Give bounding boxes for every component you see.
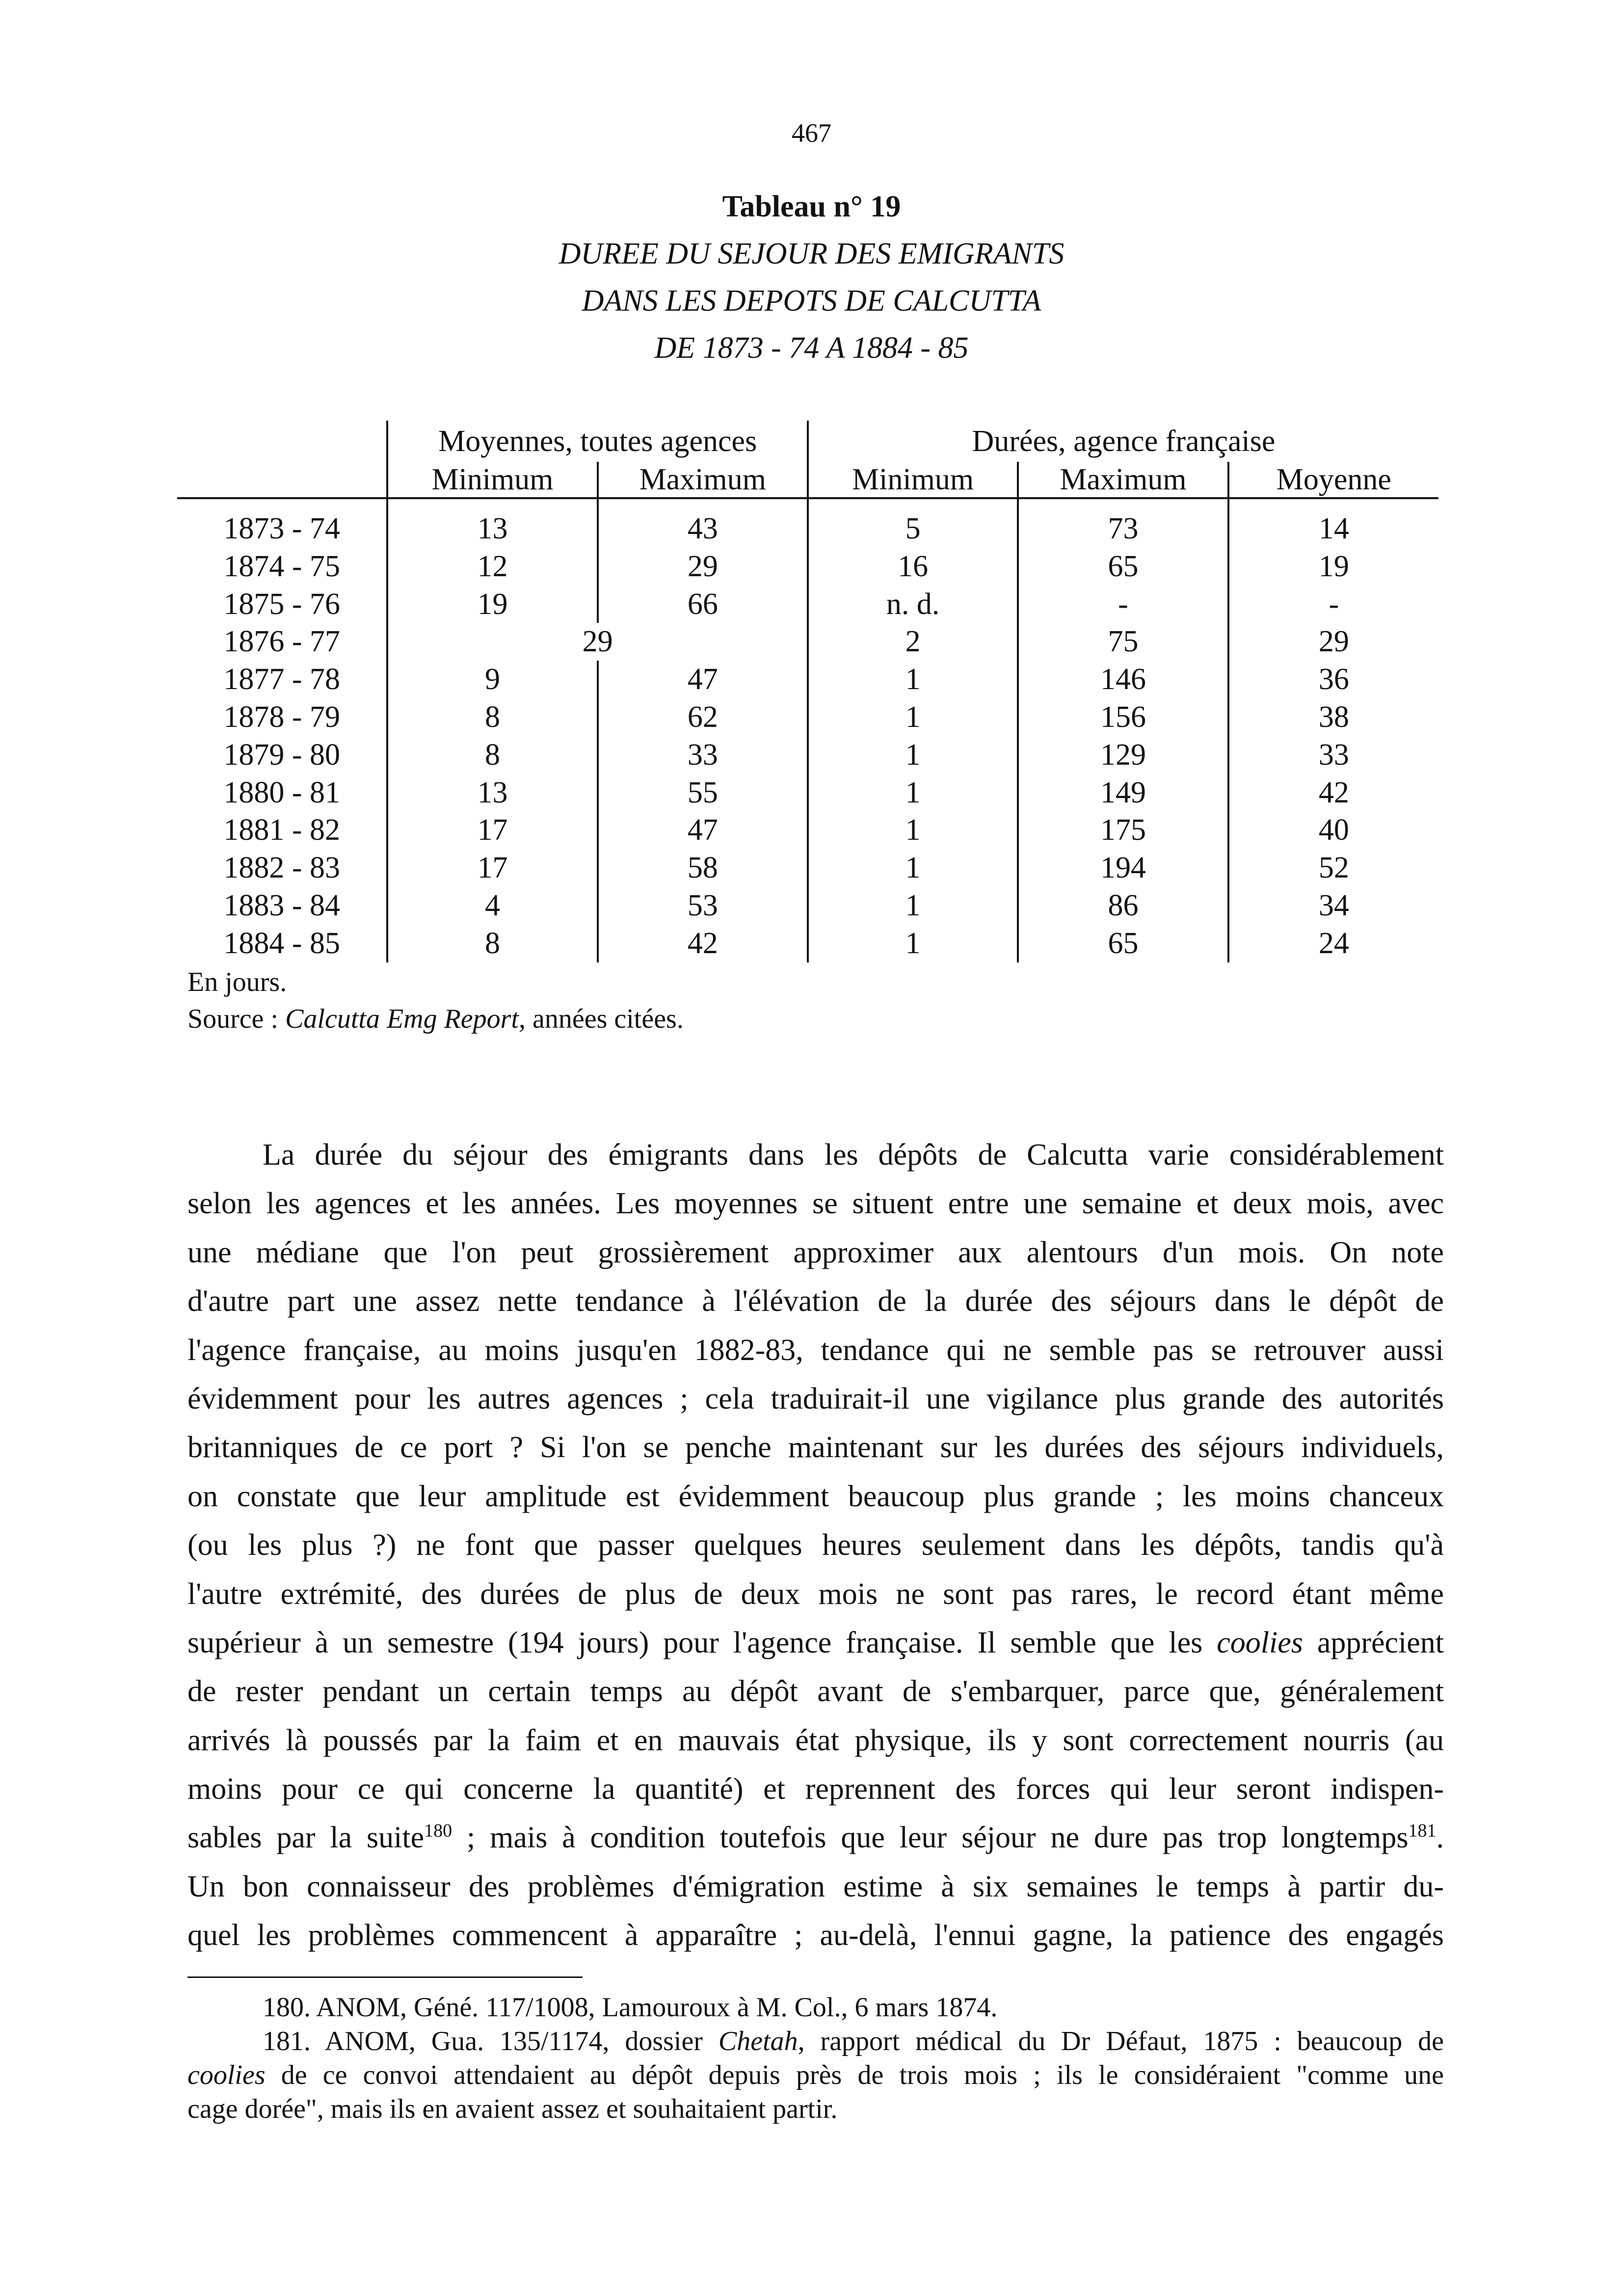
paragraph-line: selon les agences et les années. Les moyennes se situent entre une semaine et deux mois, avec <box>187 1187 1444 1221</box>
line-text: supérieur à un semestre (194 jours) pour l'agence française. Il semble que les <box>187 1626 1217 1659</box>
table-heading <box>0 183 1623 372</box>
paragraph-line: (ou les plus ?) ne font que passer quelques heures seulement dans les dépôts, tandis qu'à <box>187 1528 1444 1562</box>
spacer-cell <box>177 498 387 510</box>
table-unit-note: En jours. <box>187 967 287 997</box>
paragraph-line: moins pour ce qui concerne la quantité) et reprennent des forces qui leur seront indispen- <box>187 1772 1444 1806</box>
maximum-french-cell: 86 <box>1018 887 1228 925</box>
table-row <box>177 661 1438 698</box>
paragraph-line: britanniques de ce port ? Si l'on se penche maintenant sur les durées des séjours individuels, <box>187 1431 1444 1465</box>
maximum-french-cell: 175 <box>1018 811 1228 849</box>
maximum-all-cell: 55 <box>598 774 808 812</box>
table-body <box>177 498 1438 962</box>
minimum-french-cell: 1 <box>808 661 1018 698</box>
row-period-cell: 1875 - 76 <box>223 587 340 621</box>
line-text: sables par la suite <box>187 1821 425 1855</box>
footnote-text: 181. ANOM, Gua. 135/1174, dossier <box>263 2026 718 2056</box>
minimum-all-cell: 9 <box>387 661 597 698</box>
maximum-french-cell: 146 <box>1018 661 1228 698</box>
minimum-french-cell: 1 <box>808 887 1018 925</box>
average-french-cell: - <box>1228 586 1438 623</box>
maximum-all-cell: 42 <box>598 925 808 962</box>
table-source-note <box>187 1001 684 1038</box>
average-french-cell: 33 <box>1228 736 1438 774</box>
row-period-cell: 1883 - 84 <box>223 888 340 922</box>
minimum-all-cell: 19 <box>387 586 597 623</box>
average-french-cell: 14 <box>1228 510 1438 548</box>
average-french-cell: 42 <box>1228 774 1438 812</box>
footnote-181 <box>187 2025 1444 2126</box>
footnote-180: 180. ANOM, Géné. 117/1008, Lamouroux à M. Col., 6 mars 1874. <box>263 1992 998 2023</box>
row-period-cell: 1873 - 74 <box>223 512 340 545</box>
footnote-ref-180: 180 <box>424 1820 452 1842</box>
maximum-french-cell: 65 <box>1018 548 1228 586</box>
paragraph-line: évidemment pour les autres agences ; cela traduirait-il une vigilance plus grande des autorités <box>187 1382 1444 1415</box>
paragraph-line: quel les problèmes commencent à apparaître ; au-delà, l'ennui gagne, la patience des engagés <box>187 1919 1444 1952</box>
footnote-text: , rapport médical du Dr Défaut, 1875 : beaucoup de <box>798 2026 1444 2056</box>
line-text: . <box>1436 1821 1444 1855</box>
average-french-cell: 38 <box>1228 698 1438 736</box>
maximum-all-cell: 29 <box>598 548 808 586</box>
footnote-line: cage dorée", mais ils en avaient assez et souhaitaient partir. <box>187 2094 838 2124</box>
row-period-cell: 1884 - 85 <box>223 926 340 960</box>
column-header-maximum-french: Maximum <box>1018 462 1228 498</box>
maximum-french-cell: 65 <box>1018 925 1228 962</box>
column-header-maximum-all: Maximum <box>598 462 808 498</box>
table-row <box>177 698 1438 736</box>
footnote-separator <box>187 1976 583 1978</box>
group-header-french-agency: Durées, agence française <box>808 421 1438 462</box>
column-header-minimum-all: Minimum <box>387 462 597 498</box>
table-row <box>177 548 1438 586</box>
table-column-header-row <box>177 462 1438 498</box>
footnote-text: de ce convoi attendaient au dépôt depuis près de trois mois ; ils le considéraient "comme une <box>265 2060 1444 2090</box>
maximum-all-cell: 43 <box>598 510 808 548</box>
row-period-cell: 1880 - 81 <box>223 775 340 809</box>
italic-term: coolies <box>187 2060 266 2090</box>
paragraph-line: l'agence française, au moins jusqu'en 1882-83, tendance qui ne semble pas se retrouver aussi <box>187 1333 1444 1367</box>
table-row <box>177 736 1438 774</box>
merged-average-all-cell: 29 <box>387 623 808 661</box>
minimum-french-cell: 1 <box>808 736 1018 774</box>
paragraph-line: une médiane que l'on peut grossièrement approximer aux alentours d'un mois. On note <box>187 1235 1444 1269</box>
table-notes <box>187 964 684 1038</box>
paragraph-line: on constate que leur amplitude est évidemment beaucoup plus grande ; les moins chanceux <box>187 1479 1444 1513</box>
minimum-all-cell: 13 <box>387 510 597 548</box>
footnote-ref-181: 181 <box>1408 1820 1437 1842</box>
minimum-french-cell: 1 <box>808 811 1018 849</box>
row-period-cell: 1879 - 80 <box>223 738 340 772</box>
table-row <box>177 849 1438 887</box>
maximum-all-cell: 53 <box>598 887 808 925</box>
average-french-cell: 19 <box>1228 548 1438 586</box>
paragraph-line: Un bon connaisseur des problèmes d'émigration estime à six semaines le temps à partir du- <box>187 1869 1444 1903</box>
average-french-cell: 40 <box>1228 811 1438 849</box>
row-period-cell: 1876 - 77 <box>223 625 340 659</box>
table-title-line: DUREE DU SEJOUR DES EMIGRANTS <box>559 237 1064 270</box>
average-french-cell: 29 <box>1228 623 1438 661</box>
minimum-french-cell: 2 <box>808 623 1018 661</box>
maximum-all-cell: 58 <box>598 849 808 887</box>
minimum-all-cell: 8 <box>387 736 597 774</box>
italic-term: Chetah <box>718 2026 798 2056</box>
source-title: Calcutta Emg Report <box>285 1004 519 1034</box>
maximum-french-cell: 149 <box>1018 774 1228 812</box>
average-french-cell: 52 <box>1228 849 1438 887</box>
minimum-french-cell: n. d. <box>808 586 1018 623</box>
average-french-cell: 34 <box>1228 887 1438 925</box>
maximum-all-cell: 62 <box>598 698 808 736</box>
minimum-all-cell: 17 <box>387 811 597 849</box>
line-text: ; mais à condition toutefois que leur séjour ne dure pas trop longtemps <box>452 1821 1409 1855</box>
paragraph-line <box>187 1619 1444 1667</box>
spacer-cell <box>1018 498 1228 510</box>
row-period-cell: 1877 - 78 <box>223 663 340 696</box>
minimum-all-cell: 8 <box>387 698 597 736</box>
column-header-minimum-french: Minimum <box>808 462 1018 498</box>
minimum-all-cell: 8 <box>387 925 597 962</box>
group-header-all-agencies: Moyennes, toutes agences <box>387 421 808 462</box>
table-title-line: DE 1873 - 74 A 1884 - 85 <box>654 331 969 365</box>
footnotes <box>187 1991 1444 2126</box>
italic-term: coolies <box>1217 1626 1303 1659</box>
table-title-line: DANS LES DEPOTS DE CALCUTTA <box>582 284 1041 318</box>
average-french-cell: 24 <box>1228 925 1438 962</box>
average-french-cell: 36 <box>1228 661 1438 698</box>
table-row <box>177 586 1438 623</box>
table-group-header-row <box>177 421 1438 462</box>
footnote-line <box>187 2025 1444 2058</box>
body-paragraph <box>187 1131 1444 1960</box>
row-period-cell: 1882 - 83 <box>223 851 340 885</box>
table-label: Tableau n° 19 <box>722 190 901 223</box>
data-table <box>177 421 1438 962</box>
footnote-line <box>187 2058 1444 2092</box>
minimum-all-cell: 4 <box>387 887 597 925</box>
source-prefix: Source : <box>187 1004 286 1034</box>
source-suffix: , années citées. <box>519 1004 684 1034</box>
maximum-french-cell: 73 <box>1018 510 1228 548</box>
line-text: apprécient <box>1303 1626 1444 1659</box>
spacer-cell <box>808 498 1018 510</box>
table-row <box>177 774 1438 812</box>
header-blank-cell <box>177 421 387 462</box>
paragraph-line <box>187 1814 1444 1862</box>
maximum-french-cell: 194 <box>1018 849 1228 887</box>
header-blank-cell <box>177 462 387 498</box>
table-row <box>177 510 1438 548</box>
row-period-cell: 1881 - 82 <box>223 813 340 847</box>
maximum-all-cell: 66 <box>598 586 808 623</box>
maximum-french-cell: 129 <box>1018 736 1228 774</box>
minimum-french-cell: 16 <box>808 548 1018 586</box>
minimum-all-cell: 13 <box>387 774 597 812</box>
spacer-cell <box>387 498 597 510</box>
minimum-french-cell: 1 <box>808 925 1018 962</box>
table-row <box>177 623 1438 661</box>
column-header-average-french: Moyenne <box>1228 462 1438 498</box>
minimum-french-cell: 5 <box>808 510 1018 548</box>
row-period-cell: 1878 - 79 <box>223 700 340 734</box>
maximum-french-cell: 75 <box>1018 623 1228 661</box>
minimum-french-cell: 1 <box>808 774 1018 812</box>
paragraph-line: d'autre part une assez nette tendance à l'élévation de la durée des séjours dans le dépôt de <box>187 1284 1444 1318</box>
maximum-french-cell: 156 <box>1018 698 1228 736</box>
table-row <box>177 811 1438 849</box>
maximum-all-cell: 47 <box>598 661 808 698</box>
minimum-french-cell: 1 <box>808 849 1018 887</box>
minimum-all-cell: 12 <box>387 548 597 586</box>
spacer-cell <box>598 498 808 510</box>
spacer-cell <box>1228 498 1438 510</box>
maximum-all-cell: 47 <box>598 811 808 849</box>
paragraph-line: l'autre extrémité, des durées de plus de deux mois ne sont pas rares, le record étant même <box>187 1577 1444 1611</box>
page-number: 467 <box>792 118 831 148</box>
minimum-french-cell: 1 <box>808 698 1018 736</box>
paragraph-line: La durée du séjour des émigrants dans les dépôts de Calcutta varie considérablement <box>263 1138 1444 1172</box>
table-row <box>177 925 1438 962</box>
paragraph-line: arrivés là poussés par la faim et en mauvais état physique, ils y sont correctement nourris (au <box>187 1723 1444 1757</box>
maximum-french-cell: - <box>1018 586 1228 623</box>
maximum-all-cell: 33 <box>598 736 808 774</box>
table-spacer-row <box>177 498 1438 510</box>
paragraph-line: de rester pendant un certain temps au dépôt avant de s'embarquer, parce que, généralement <box>187 1675 1444 1709</box>
row-period-cell: 1874 - 75 <box>223 549 340 583</box>
table-row <box>177 887 1438 925</box>
minimum-all-cell: 17 <box>387 849 597 887</box>
